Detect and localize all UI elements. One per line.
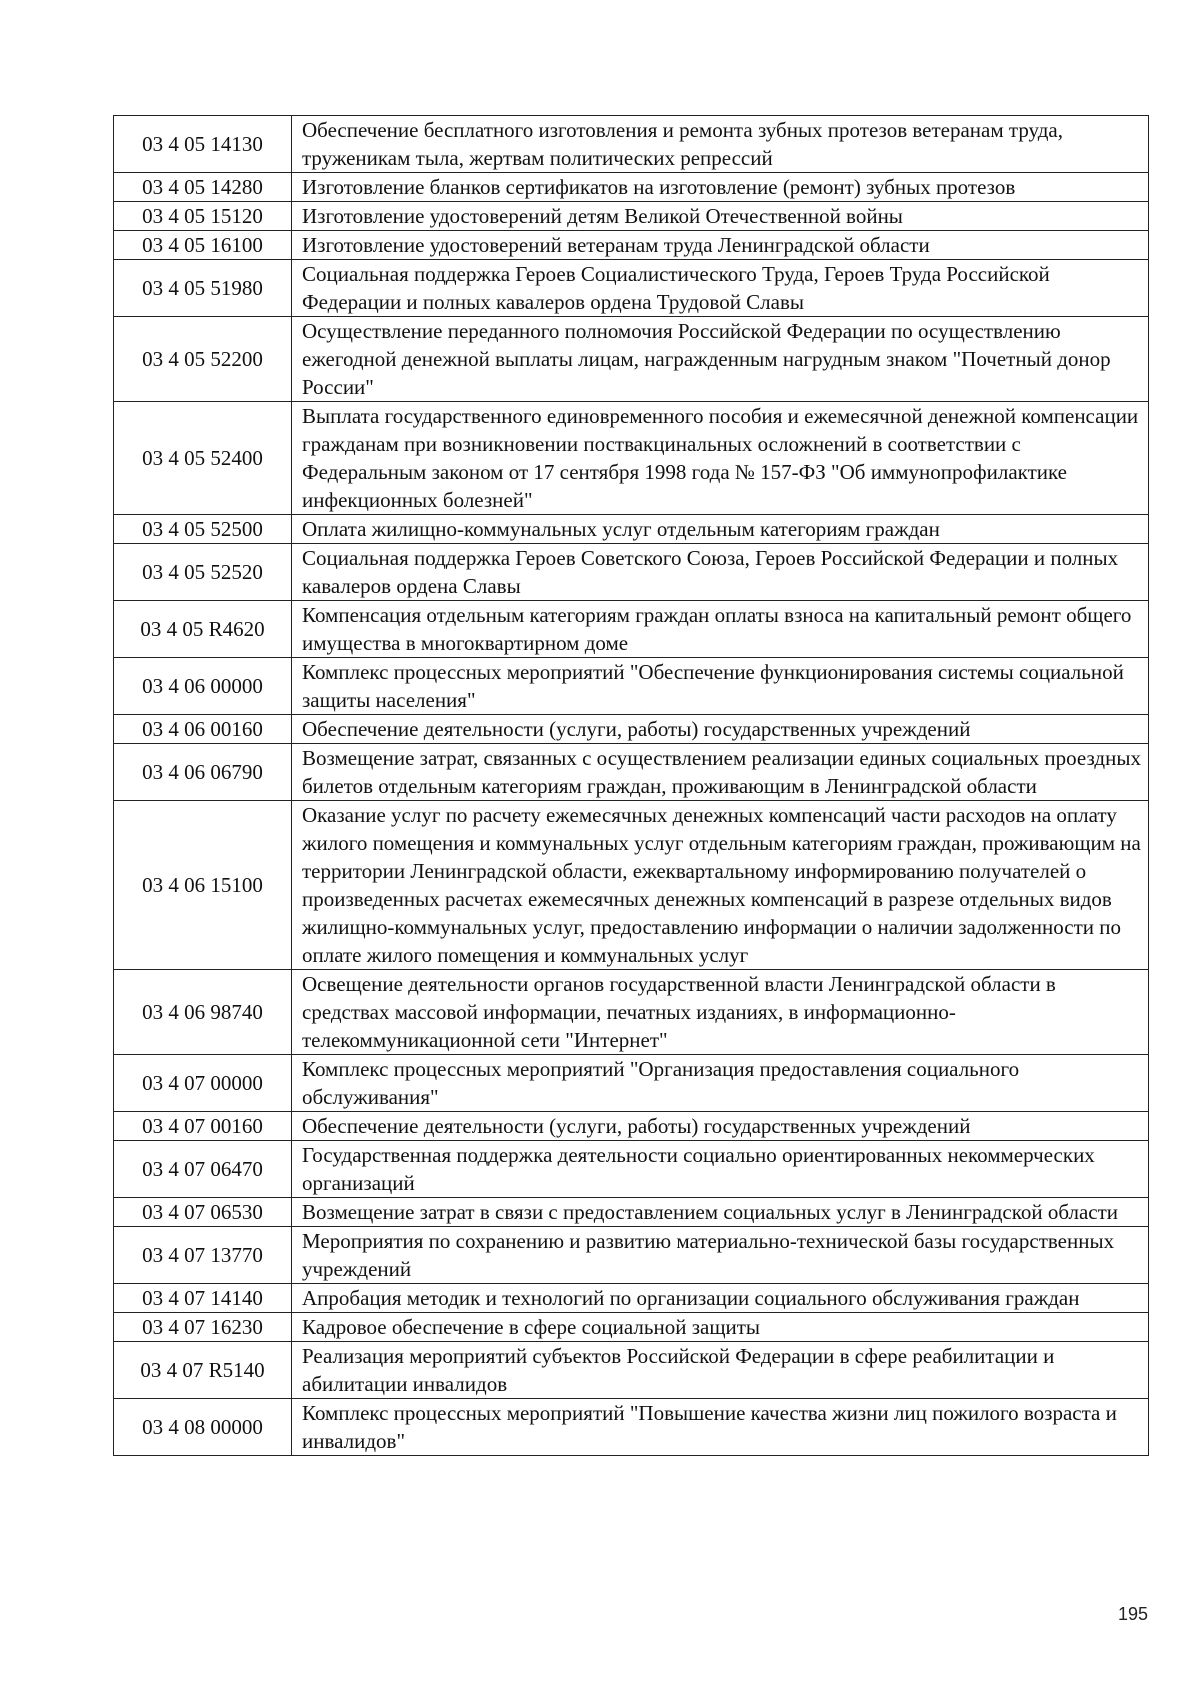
row-code: 03 4 08 00000 [114, 1399, 292, 1456]
row-description: Мероприятия по сохранению и развитию материально-технической базы государственных учреждений [292, 1227, 1149, 1284]
table-row [114, 515, 1149, 544]
row-code: 03 4 06 00000 [114, 658, 292, 715]
page-number: 195 [1117, 1604, 1148, 1624]
row-description: Оплата жилищно-коммунальных услуг отдельным категориям граждан [292, 515, 1149, 544]
row-description: Изготовление удостоверений детям Великой Отечественной войны [292, 202, 1149, 231]
table-body [114, 116, 1149, 1456]
row-code: 03 4 05 15120 [114, 202, 292, 231]
table-row [114, 715, 1149, 744]
table-row [114, 1141, 1149, 1198]
row-description: Социальная поддержка Героев Советского Союза, Героев Российской Федерации и полных кавалеров ордена Славы [292, 544, 1149, 601]
budget-code-table [113, 115, 1149, 1456]
table-row [114, 1313, 1149, 1342]
table-row [114, 601, 1149, 658]
row-code: 03 4 05 52520 [114, 544, 292, 601]
row-description: Выплата государственного единовременного пособия и ежемесячной денежной компенсации гражданам при возникновении поствакцинальных осложнений в соответствии с Федеральным законом от 17 сентября 1998 года № 157-ФЗ "Об иммунопрофилактике инфекционных болезней" [292, 402, 1149, 515]
row-description: Изготовление бланков сертификатов на изготовление (ремонт) зубных протезов [292, 173, 1149, 202]
row-code: 03 4 05 16100 [114, 231, 292, 260]
row-code: 03 4 07 13770 [114, 1227, 292, 1284]
table-row [114, 801, 1149, 970]
table-row [114, 1112, 1149, 1141]
row-description: Изготовление удостоверений ветеранам труда Ленинградской области [292, 231, 1149, 260]
row-description: Возмещение затрат в связи с предоставлением социальных услуг в Ленинградской области [292, 1198, 1149, 1227]
row-description: Социальная поддержка Героев Социалистического Труда, Героев Труда Российской Федерации и полных кавалеров ордена Трудовой Славы [292, 260, 1149, 317]
row-code: 03 4 07 06470 [114, 1141, 292, 1198]
row-code: 03 4 07 06530 [114, 1198, 292, 1227]
row-code: 03 4 05 R4620 [114, 601, 292, 658]
row-description: Реализация мероприятий субъектов Российской Федерации в сфере реабилитации и абилитации инвалидов [292, 1342, 1149, 1399]
row-code: 03 4 06 00160 [114, 715, 292, 744]
row-code: 03 4 05 52400 [114, 402, 292, 515]
table-row [114, 402, 1149, 515]
table-row [114, 744, 1149, 801]
table-row [114, 1055, 1149, 1112]
row-description: Комплекс процессных мероприятий "Повышение качества жизни лиц пожилого возраста и инвалидов" [292, 1399, 1149, 1456]
row-description: Апробация методик и технологий по организации социального обслуживания граждан [292, 1284, 1149, 1313]
row-code: 03 4 05 14280 [114, 173, 292, 202]
row-code: 03 4 07 00000 [114, 1055, 292, 1112]
row-description: Кадровое обеспечение в сфере социальной защиты [292, 1313, 1149, 1342]
row-description: Освещение деятельности органов государственной власти Ленинградской области в средствах массовой информации, печатных изданиях, в информационно-телекоммуникационной сети "Интернет" [292, 970, 1149, 1055]
table-row [114, 1198, 1149, 1227]
row-description: Компенсация отдельным категориям граждан оплаты взноса на капитальный ремонт общего имущества в многоквартирном доме [292, 601, 1149, 658]
row-description: Обеспечение деятельности (услуги, работы) государственных учреждений [292, 1112, 1149, 1141]
row-code: 03 4 06 06790 [114, 744, 292, 801]
table-row [114, 231, 1149, 260]
table-row [114, 1227, 1149, 1284]
table-row [114, 317, 1149, 402]
table-row [114, 116, 1149, 173]
table-row [114, 173, 1149, 202]
row-description: Комплекс процессных мероприятий "Организация предоставления социального обслуживания" [292, 1055, 1149, 1112]
row-code: 03 4 07 14140 [114, 1284, 292, 1313]
row-description: Государственная поддержка деятельности социально ориентированных некоммерческих организаций [292, 1141, 1149, 1198]
table-row [114, 1399, 1149, 1456]
row-description: Оказание услуг по расчету ежемесячных денежных компенсаций части расходов на оплату жилого помещения и коммунальных услуг отдельным категориям граждан, проживающим на территории Ленинградской области, ежеквартальному информированию получателей о произведенных расчетах ежемесячных денежных компенсаций в разрезе отдельных видов жилищно-коммунальных услуг, предоставлению информации о наличии задолженности по оплате жилого помещения и коммунальных услуг [292, 801, 1149, 970]
row-description: Комплекс процессных мероприятий "Обеспечение функционирования системы социальной защиты населения" [292, 658, 1149, 715]
table-row [114, 970, 1149, 1055]
row-code: 03 4 07 16230 [114, 1313, 292, 1342]
row-code: 03 4 05 52500 [114, 515, 292, 544]
row-code: 03 4 05 14130 [114, 116, 292, 173]
table-row [114, 658, 1149, 715]
row-code: 03 4 07 R5140 [114, 1342, 292, 1399]
table-row [114, 1342, 1149, 1399]
row-code: 03 4 06 98740 [114, 970, 292, 1055]
table-row [114, 260, 1149, 317]
row-description: Осуществление переданного полномочия Российской Федерации по осуществлению ежегодной денежной выплаты лицам, награжденным нагрудным знаком "Почетный донор России" [292, 317, 1149, 402]
row-description: Возмещение затрат, связанных с осуществлением реализации единых социальных проездных билетов отдельным категориям граждан, проживающим в Ленинградской области [292, 744, 1149, 801]
row-description: Обеспечение бесплатного изготовления и ремонта зубных протезов ветеранам труда, труженикам тыла, жертвам политических репрессий [292, 116, 1149, 173]
row-code: 03 4 05 51980 [114, 260, 292, 317]
row-code: 03 4 07 00160 [114, 1112, 292, 1141]
table-row [114, 202, 1149, 231]
table-row [114, 1284, 1149, 1313]
table-row [114, 544, 1149, 601]
row-code: 03 4 06 15100 [114, 801, 292, 970]
row-description: Обеспечение деятельности (услуги, работы) государственных учреждений [292, 715, 1149, 744]
row-code: 03 4 05 52200 [114, 317, 292, 402]
